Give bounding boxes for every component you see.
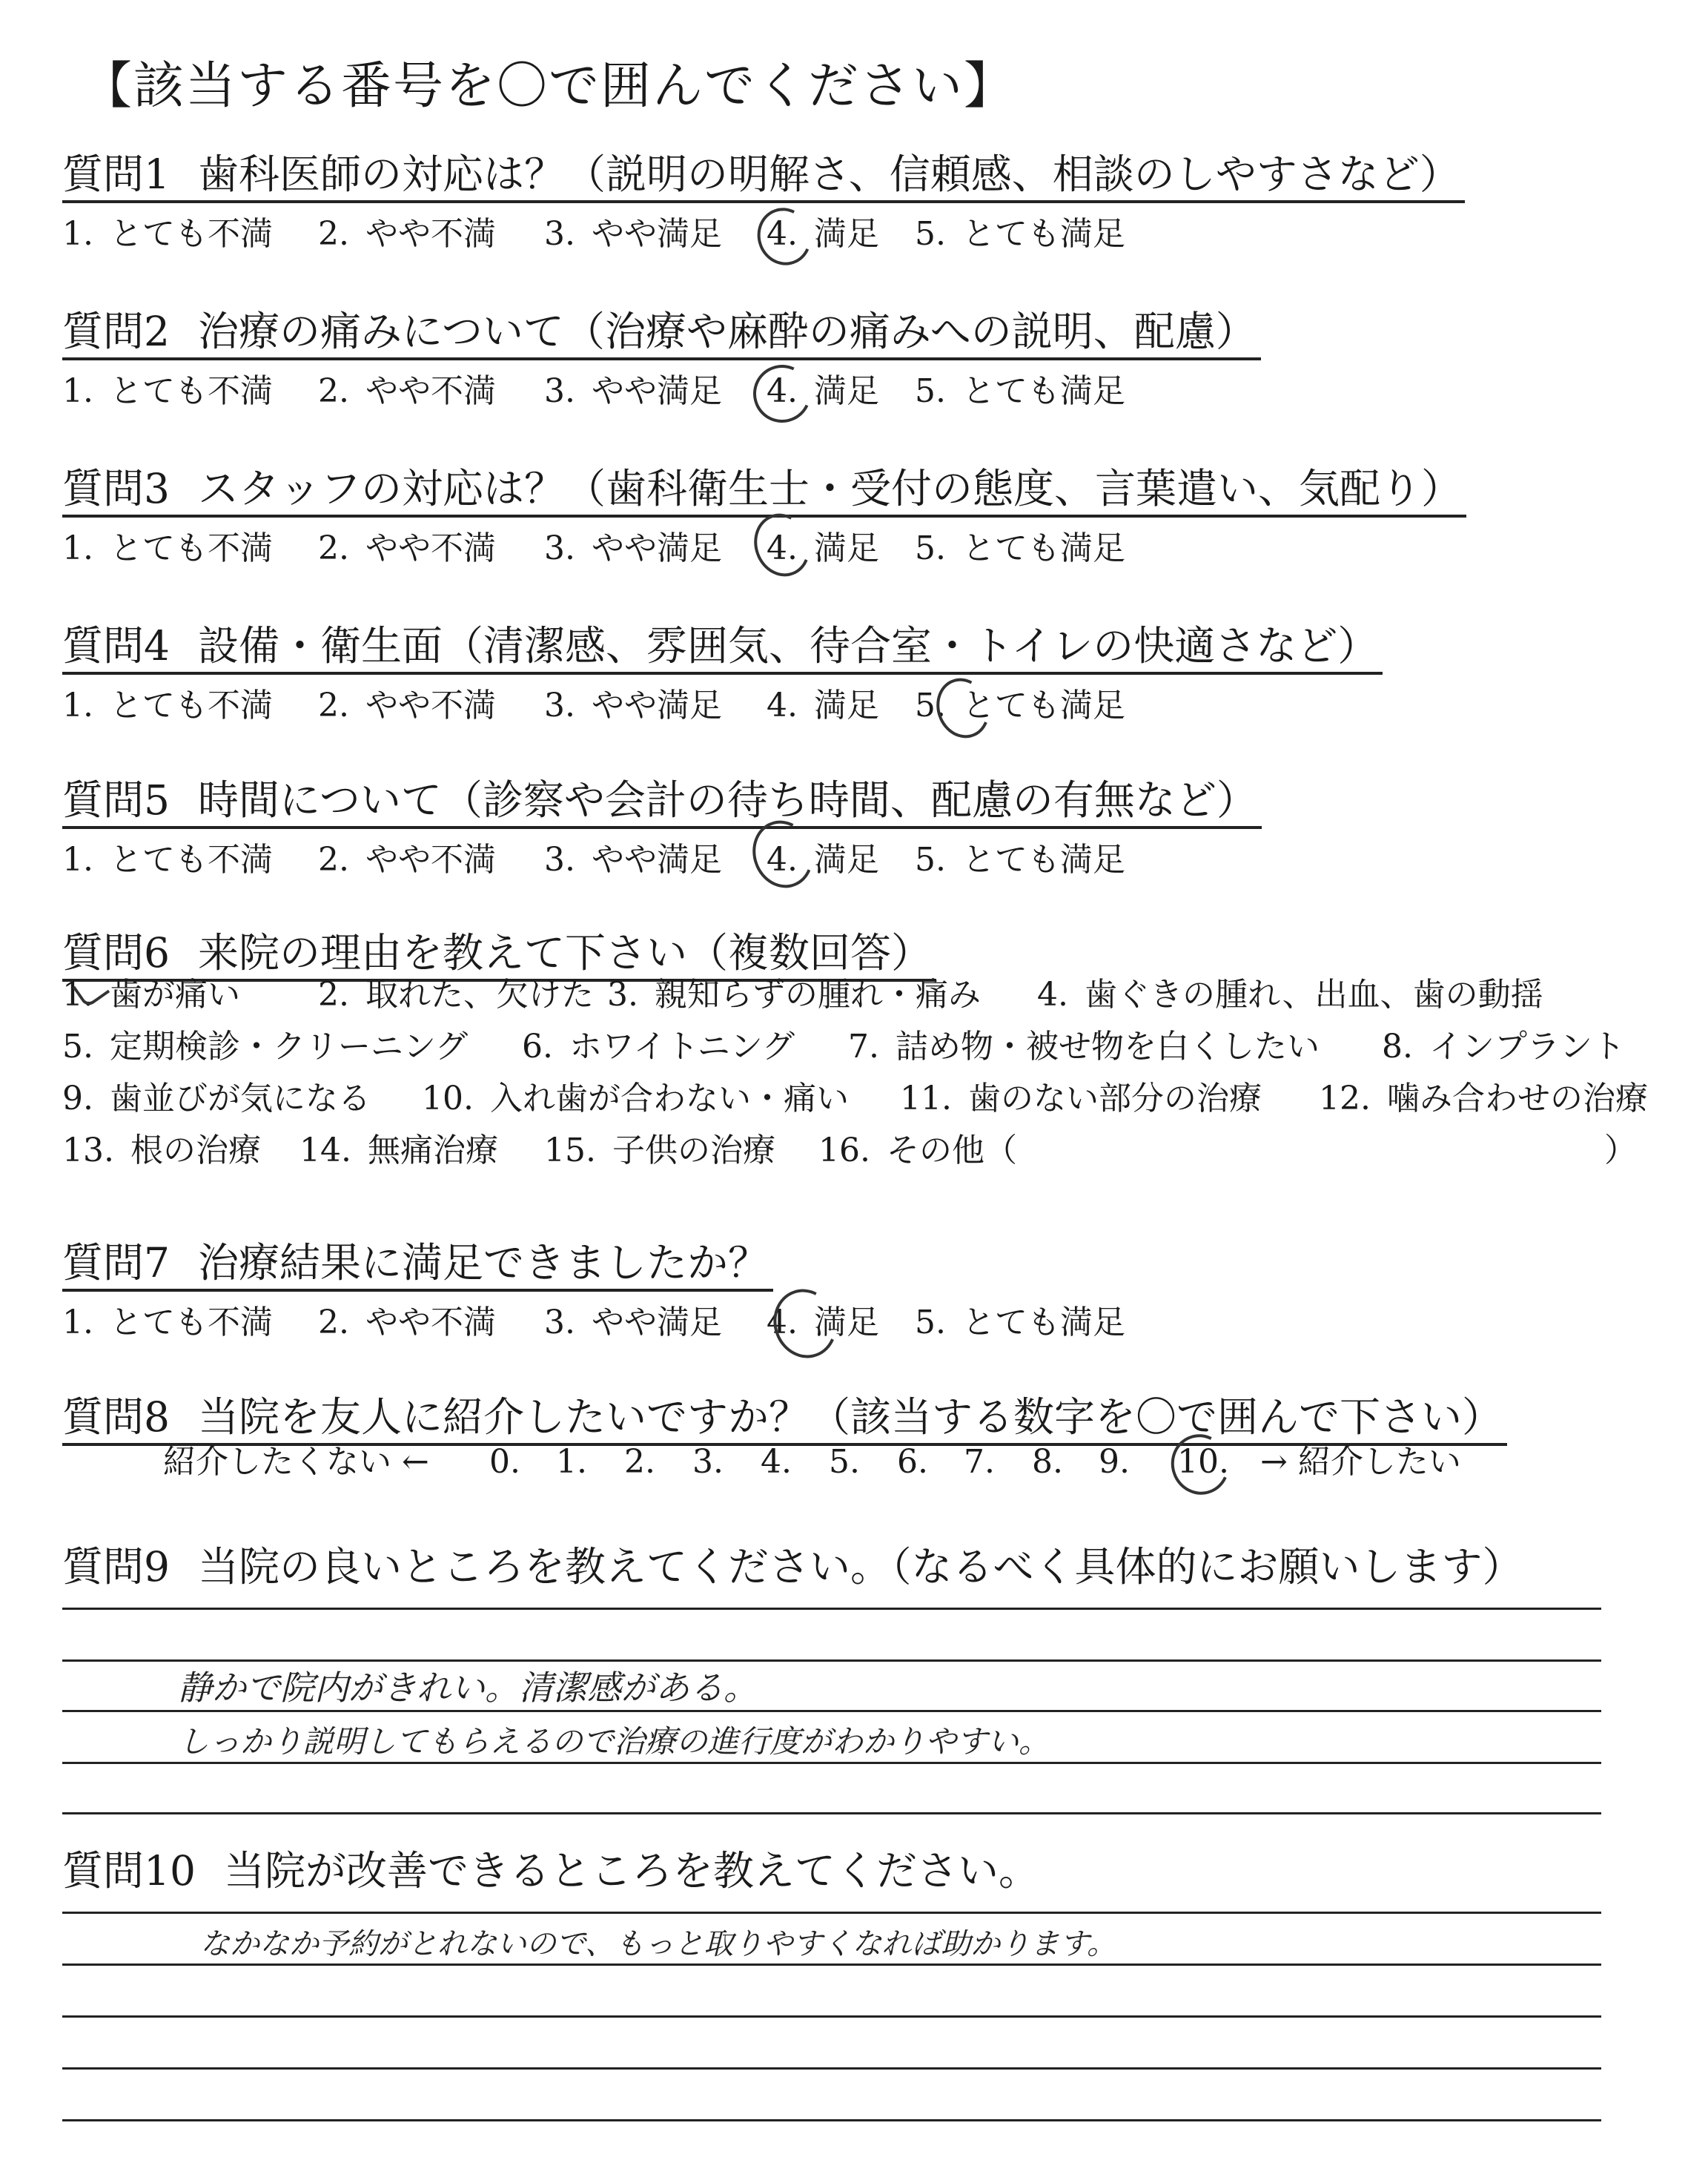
question-2 [62,305,1261,421]
answer-line [62,1812,1601,1814]
option-3[interactable]: 3. やや満足 [544,215,722,253]
option-1[interactable]: 1. とても不満 [62,841,273,879]
question-number: 質問6 [62,929,170,977]
option-1[interactable]: 1. とても不満 [62,372,273,410]
rating-options [62,682,1383,736]
option-1[interactable]: 1. とても不満 [62,529,273,567]
option-4[interactable]: 4. 満足 [767,687,879,724]
answer-line [62,1710,1601,1712]
handwritten-answer: 静かで院内がきれい。清潔感がある。 [178,1668,758,1708]
recommend-value[interactable]: 3. [692,1443,724,1481]
question-text: 治療結果に満足できましたか？ [198,1239,769,1287]
option-5[interactable]: 5. とても満足 [915,372,1125,410]
reason-item[interactable]: 4. 歯ぐきの腫れ、出血、歯の動揺 [1037,976,1543,1014]
rating-options [62,211,1465,264]
reason-item[interactable]: 16. その他（ [818,1132,1017,1169]
question-text: 当院の良いところを教えてください。（なるべく具体的にお願いします） [198,1543,1523,1591]
reason-item[interactable]: 8. インプラント [1382,1028,1625,1066]
answer-circle [764,1280,846,1367]
question-text: 治療の痛みについて（治療や麻酔の痛みへの説明、配慮） [198,308,1257,355]
recommend-value[interactable]: 1. [556,1443,587,1481]
question-number: 質問10 [62,1847,196,1895]
option-4[interactable]: 4. 満足 [767,841,879,879]
reason-row [62,1075,1693,1127]
answer-line [62,1964,1601,1966]
reason-item[interactable]: 12. 噛み合わせの治療 [1319,1080,1648,1117]
option-5[interactable]: 5. とても満足 [915,1304,1125,1341]
question-3 [62,463,1466,578]
question-text: 当院を友人に紹介したいですか？（該当する数字を〇で囲んで下さい） [198,1393,1503,1441]
question-9 [62,1541,1528,1593]
question-number: 質問2 [62,308,170,355]
reason-row [62,971,1693,1023]
reason-list [62,971,1693,1179]
page-title: 【該当する番号を〇で囲んでください】 [82,57,1016,116]
answer-line [62,2119,1601,2121]
question-text: 当院が改善できるところを教えてください。 [224,1847,1040,1895]
rating-options [62,368,1261,421]
option-4[interactable]: 4. 満足 [767,215,879,253]
option-3[interactable]: 3. やや満足 [544,529,722,567]
option-5[interactable]: 5. とても満足 [915,687,1125,724]
recommend-value[interactable]: 0. [489,1443,520,1481]
recommend-value[interactable]: 10. [1177,1443,1229,1481]
recommend-value[interactable]: 8. [1032,1443,1063,1481]
question-number: 質問8 [62,1393,170,1441]
question-number: 質問9 [62,1543,170,1591]
reason-row [62,1023,1693,1075]
option-2[interactable]: 2. やや不満 [318,687,496,724]
option-2[interactable]: 2. やや不満 [318,215,496,253]
option-2[interactable]: 2. やや不満 [318,1304,496,1341]
recommend-value[interactable]: 2. [624,1443,655,1481]
reason-item[interactable]: 10. 入れ歯が合わない・痛い [422,1080,849,1117]
option-3[interactable]: 3. やや満足 [544,687,722,724]
option-2[interactable]: 2. やや不満 [318,529,496,567]
recommend-value[interactable]: 9. [1099,1443,1130,1481]
handwritten-answer: なかなか予約がとれないので、もっと取りやすくなれば助かります。 [200,1927,1116,1961]
answer-line [62,2015,1601,2018]
recommend-value[interactable]: 7. [964,1443,995,1481]
recommend-scale [163,1439,1497,1490]
recommend-left-label: 紹介したくない ← [163,1443,429,1481]
question-5 [62,774,1262,890]
answer-line [62,2067,1601,2070]
question-text: 来院の理由を教えて下さい（複数回答） [198,929,933,977]
answer-line [62,1608,1601,1610]
recommend-value[interactable]: 4. [761,1443,792,1481]
question-text: 時間について（診察や会計の待ち時間、配慮の有無など） [198,776,1257,824]
reason-item[interactable]: 5. 定期検診・クリーニング [62,1028,469,1066]
recommend-value[interactable]: 6. [897,1443,928,1481]
option-3[interactable]: 3. やや満足 [544,1304,722,1341]
reason-item[interactable]: 9. 歯並びが気になる [62,1080,371,1117]
question-text: スタッフの対応は？（歯科衛生士・受付の態度、言葉遣い、気配り） [198,465,1463,512]
option-5[interactable]: 5. とても満足 [915,529,1125,567]
question-text: 歯科医師の対応は？（説明の明解さ、信頼感、相談のしやすさなど） [198,151,1460,198]
reason-row [62,1127,1693,1179]
reason-item[interactable]: 15. 子供の治療 [544,1132,775,1169]
question-1 [62,148,1465,264]
question-4 [62,620,1383,736]
reason-item[interactable]: 14. 無痛治療 [299,1132,498,1169]
question-number: 質問7 [62,1239,170,1287]
option-1[interactable]: 1. とても不満 [62,1304,273,1341]
question-8 [62,1391,1507,1446]
option-3[interactable]: 3. やや満足 [544,841,722,879]
question-number: 質問3 [62,465,170,512]
question-number: 質問1 [62,151,170,198]
reason-item[interactable]: 3. 親知らずの腫れ・痛み [607,976,981,1014]
option-2[interactable]: 2. やや不満 [318,372,496,410]
reason-item[interactable]: 11. 歯のない部分の治療 [900,1080,1262,1117]
question-text: 設備・衛生面（清潔感、雰囲気、待合室・トイレの快適さなど） [198,622,1379,670]
option-3[interactable]: 3. やや満足 [544,372,722,410]
rating-options [62,525,1466,578]
option-2[interactable]: 2. やや不満 [318,841,496,879]
recommend-right-label: → 紹介したい [1260,1443,1461,1481]
question-7 [62,1237,1125,1353]
rating-options [62,1299,1125,1353]
option-4[interactable]: 4. 満足 [767,529,879,567]
reason-item[interactable]: 13. 根の治療 [62,1132,261,1169]
option-1[interactable]: 1. とても不満 [62,687,273,724]
reason-other-close: ） [1604,1132,1637,1169]
answer-line [62,1762,1601,1764]
question-10 [62,1845,1044,1897]
option-5[interactable]: 5. とても満足 [915,841,1125,879]
reason-item[interactable]: 6. ホワイトニング [522,1028,795,1066]
option-1[interactable]: 1. とても不満 [62,215,273,253]
answer-line [62,1912,1601,1914]
option-4[interactable]: 4. 満足 [767,1304,879,1341]
reason-item[interactable]: 2. 取れた、欠けた [318,976,594,1014]
option-5[interactable]: 5. とても満足 [915,215,1125,253]
option-4[interactable]: 4. 満足 [767,372,879,410]
reason-item[interactable]: 1. 歯が痛い [62,976,240,1014]
question-number: 質問5 [62,776,170,824]
question-number: 質問4 [62,622,170,670]
recommend-value[interactable]: 5. [829,1443,860,1481]
rating-options [62,836,1262,890]
handwritten-answer: しっかり説明してもらえるので治療の進行度がわかりやすい。 [178,1723,1050,1760]
reason-item[interactable]: 7. 詰め物・被せ物を白くしたい [848,1028,1320,1066]
